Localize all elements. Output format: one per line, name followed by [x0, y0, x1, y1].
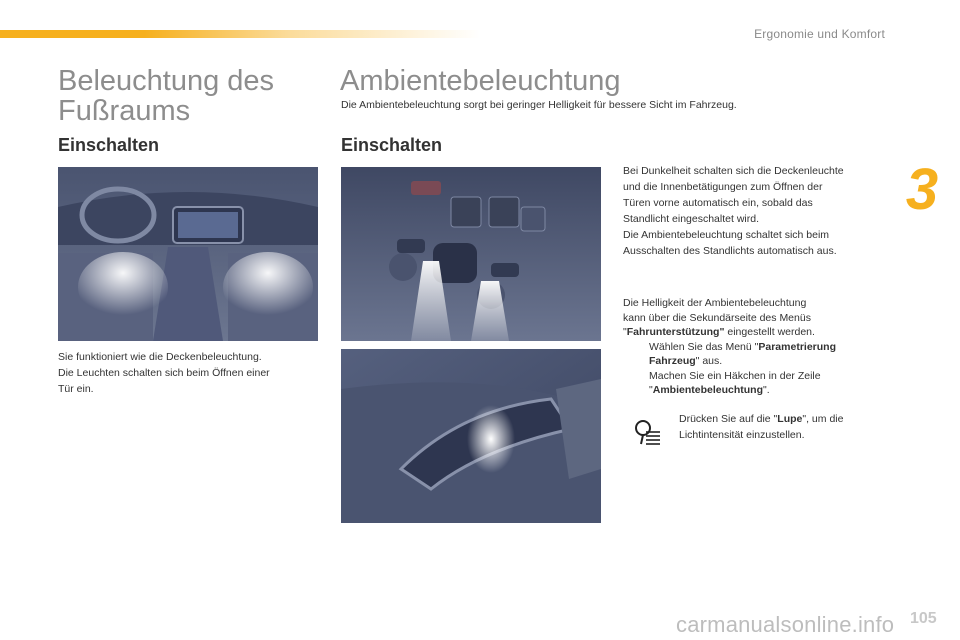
- header-accent-bar: [0, 30, 480, 38]
- left-title-line2: Fußraums: [58, 95, 191, 127]
- chapter-number: 3: [905, 157, 939, 222]
- right-para1-line: Ausschalten des Standlichts automatisch aus.: [623, 245, 837, 257]
- bullet2-post: ".: [763, 384, 770, 396]
- right-para1-line: Türen vorne automatisch ein, sobald das: [623, 197, 813, 209]
- footwell-lighting-photo: [58, 167, 318, 341]
- left-caption-line3: Tür ein.: [58, 383, 94, 395]
- right-paragraph-1: [623, 163, 888, 259]
- note-bold: Lupe: [777, 413, 803, 425]
- note-line2: Lichtintensität einzustellen.: [679, 429, 805, 441]
- right-subheading: Einschalten: [341, 135, 443, 155]
- bullet-item-1: [623, 340, 888, 369]
- left-title: [58, 66, 318, 126]
- right-intro: Die Ambientebeleuchtung sorgt bei geringer Helligkeit für bessere Sicht im Fahrzeug.: [341, 99, 737, 111]
- right-para1-line: Die Ambientebeleuchtung schaltet sich beim: [623, 229, 830, 241]
- right-paragraph-2: [623, 296, 888, 398]
- right-para1-line: Bei Dunkelheit schalten sich die Deckenleuchte: [623, 165, 844, 177]
- left-caption: [58, 349, 308, 397]
- right-para2-line1: Die Helligkeit der Ambientebeleuchtung: [623, 297, 807, 309]
- watermark: carmanualsonline.info: [676, 612, 895, 637]
- right-para2-line3: [623, 325, 888, 340]
- bullet-item-2: [623, 369, 888, 398]
- right-para2-line2: kann über die Sekundärseite des Menüs: [623, 311, 811, 324]
- ceiling-light-photo: [341, 167, 601, 341]
- door-handle-light-photo: [341, 349, 601, 523]
- menu-name-bold: Fahrunterstützung": [626, 326, 725, 338]
- bullet1-bold2: Fahrzeug: [649, 355, 696, 367]
- info-note-icon: [632, 418, 662, 448]
- bullet1-pre: Wählen Sie das Menü ": [649, 340, 759, 353]
- menu-line-rest: eingestellt werden.: [724, 326, 815, 338]
- left-subheading: Einschalten: [58, 135, 160, 155]
- page-number: 105: [910, 610, 937, 627]
- quote-mark: ": [623, 326, 627, 338]
- right-para1-line: und die Innenbetätigungen zum Öffnen der: [623, 181, 823, 193]
- left-caption-line2: Die Leuchten schalten sich beim Öffnen einer: [58, 367, 270, 379]
- bullet2-bold: Ambientebeleuchtung: [652, 384, 763, 396]
- bullet1-bold1: Parametrierung: [758, 340, 836, 353]
- bullet2-quote: ": [649, 384, 653, 396]
- bullet2-pre: Machen Sie ein Häkchen in der Zeile: [649, 369, 821, 382]
- right-para1-line: Standlicht eingeschaltet wird.: [623, 213, 759, 225]
- bullet1-post: " aus.: [695, 355, 723, 367]
- note-pre: Drücken Sie auf die ": [679, 413, 778, 425]
- note-post: ", um die: [802, 413, 844, 425]
- left-caption-line1: Sie funktioniert wie die Deckenbeleuchtung.: [58, 351, 262, 363]
- left-title-line1: Beleuchtung des: [58, 65, 275, 97]
- info-note-text: [679, 411, 899, 443]
- right-title: Ambientebeleuchtung: [340, 65, 621, 97]
- section-header: Ergonomie und Komfort: [754, 27, 885, 41]
